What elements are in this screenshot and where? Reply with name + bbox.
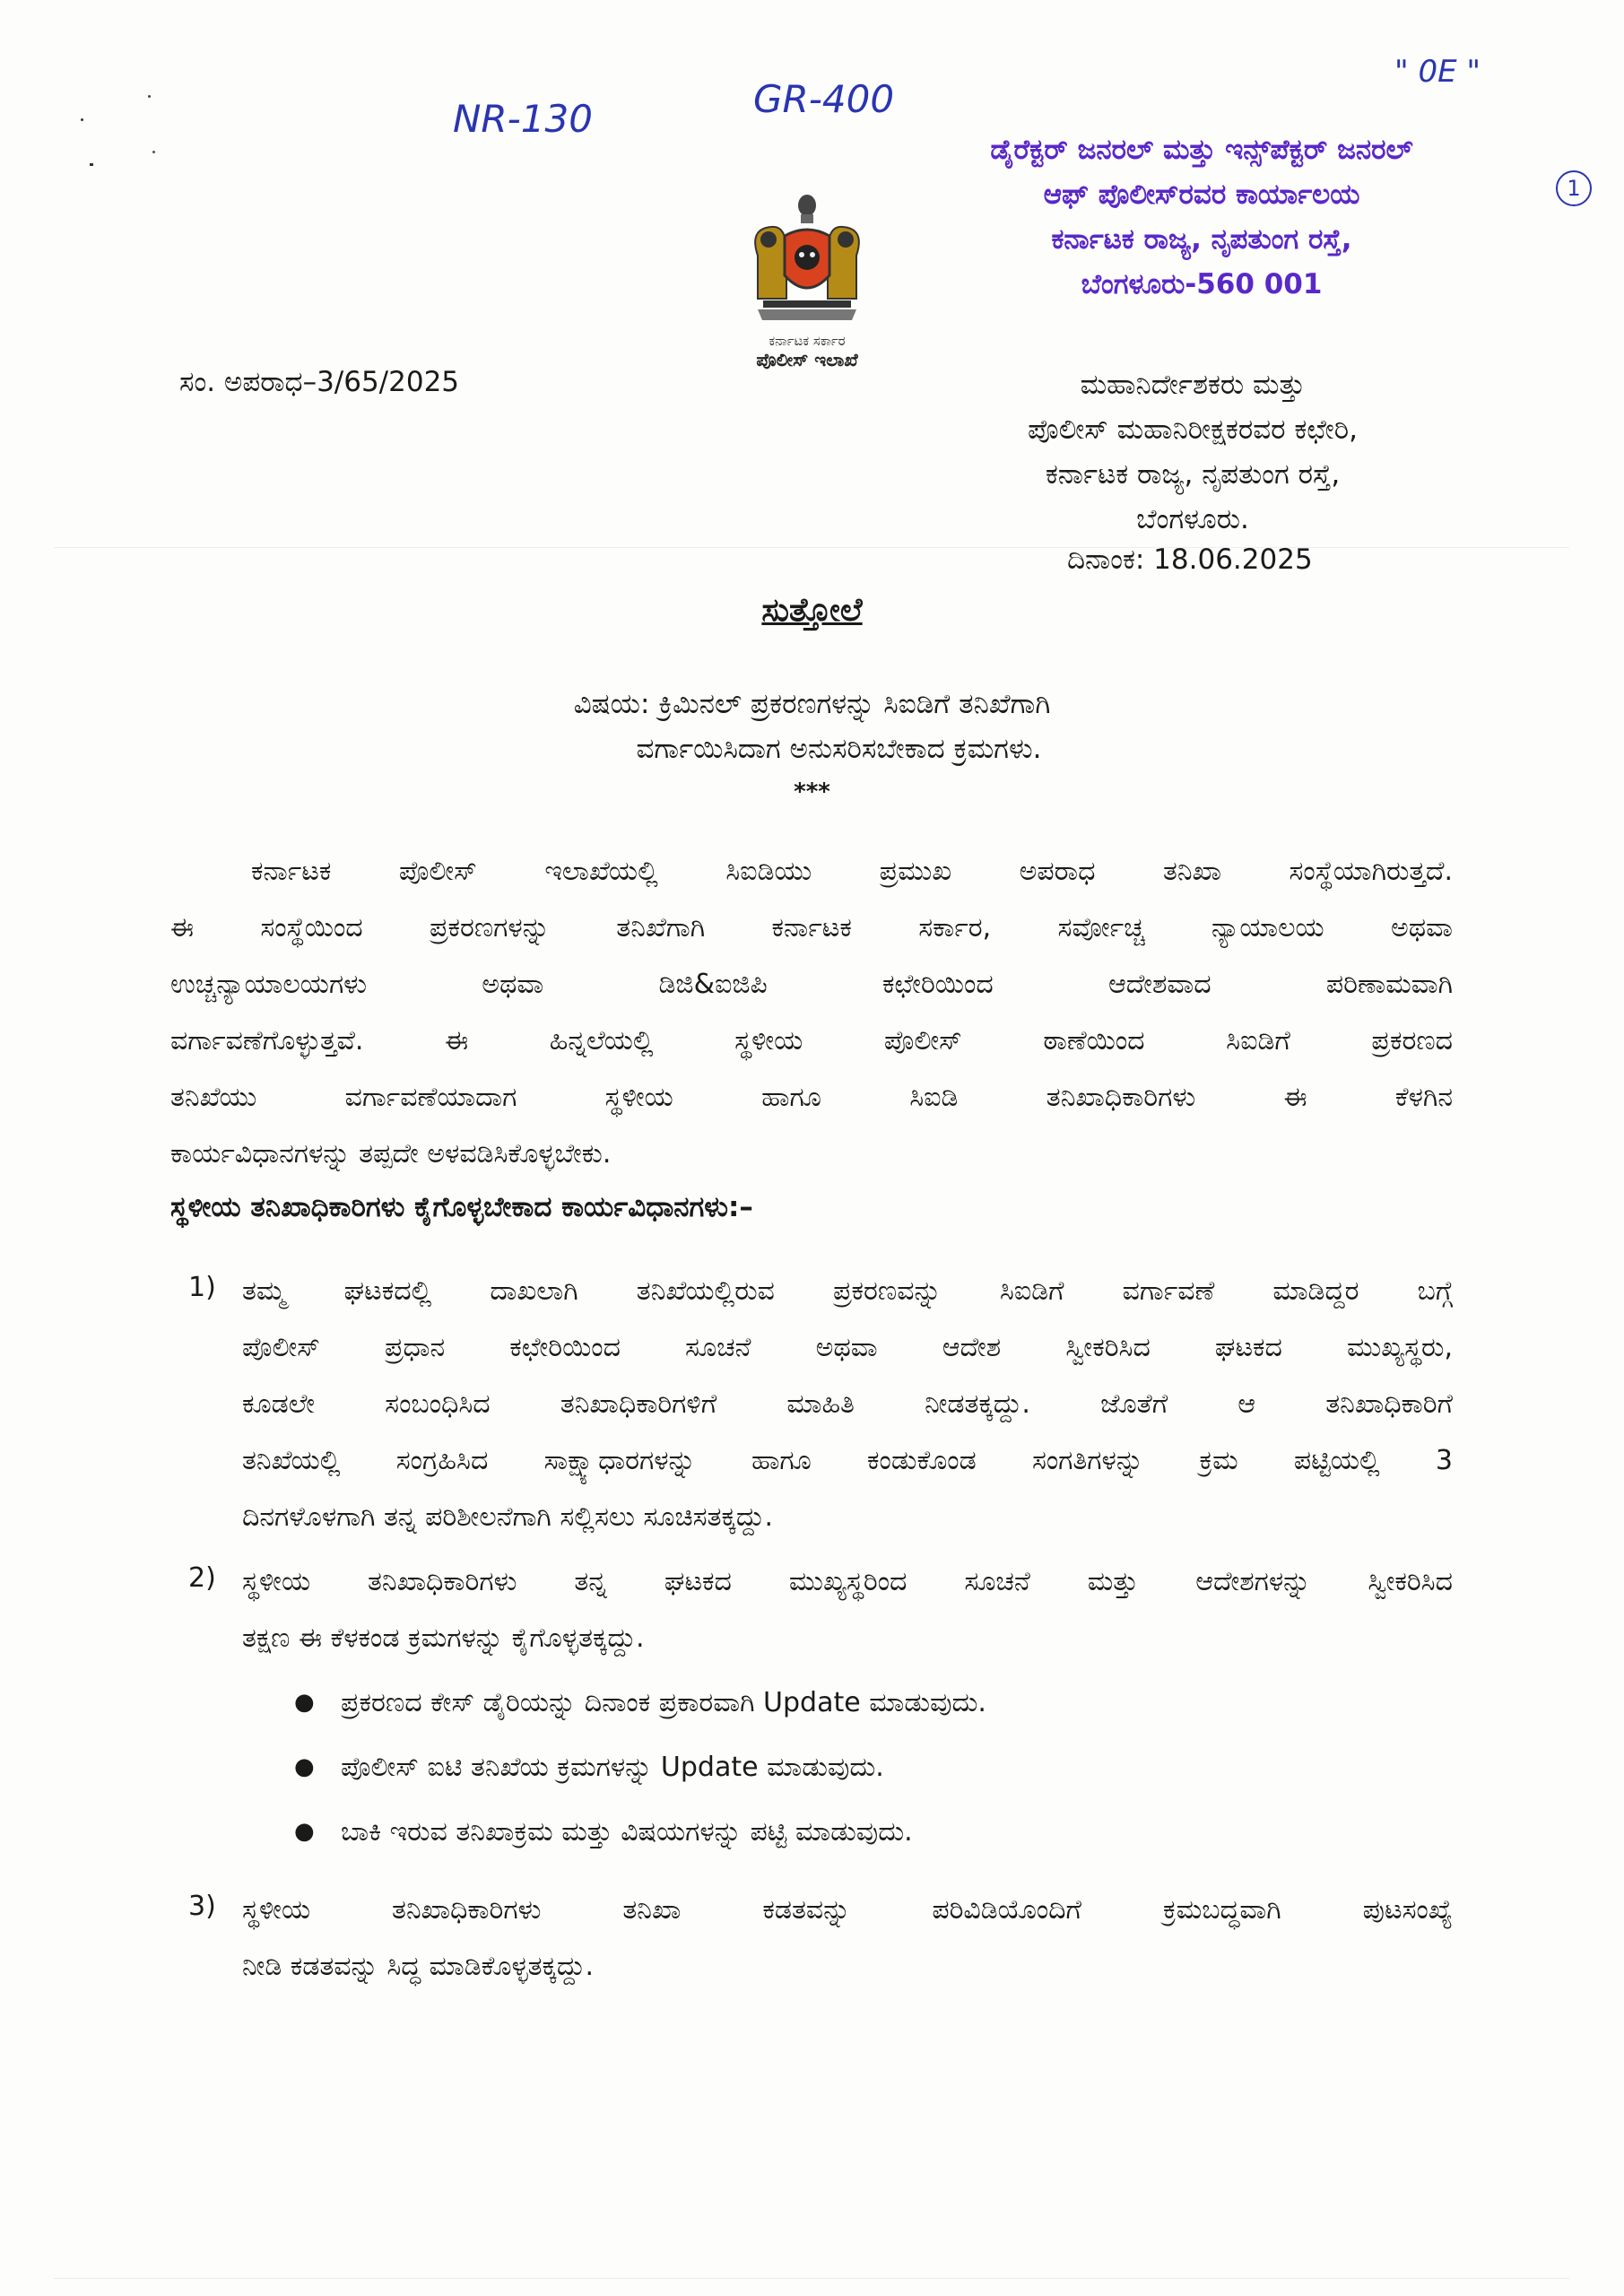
- scan-line: [54, 2278, 1569, 2279]
- bullet-item: [294, 1670, 1370, 1735]
- stamp-line: ಕರ್ನಾಟಕ ರಾಜ್ಯ, ನೃಪತುಂಗ ರಸ್ತೆ,: [1051, 223, 1352, 256]
- office-stamp: [924, 127, 1480, 307]
- emblem-caption-top: ಕರ್ನಾಟಕ ಸರ್ಕಾರ: [769, 333, 846, 349]
- bullet-item: [294, 1799, 1370, 1864]
- item-line: ತಕ್ಷಣ ಈ ಕೆಳಕಂಡ ಕ್ರಮಗಳನ್ನು ಕೈಗೊಳ್ಳತಕ್ಕದ್ದು.: [242, 1622, 645, 1654]
- bullet-list: [294, 1670, 1370, 1864]
- scan-speck: [81, 118, 83, 121]
- bullet-item: [294, 1735, 1370, 1799]
- address-line: ಮಹಾನಿರ್ದೇಶಕರು ಮತ್ತು: [1080, 369, 1306, 401]
- bullet-text: ಬಾಕಿ ಇರುವ ತನಿಖಾಕ್ರಮ ಮತ್ತು ವಿಷಯಗಳನ್ನು ಪಟ್ಟಿ ಮಾಡುವುದು.: [341, 1815, 913, 1848]
- item-1-text: [242, 1263, 1453, 1545]
- page-number-mark: 1: [1556, 170, 1592, 206]
- separator-stars: ***: [794, 778, 830, 805]
- stamp-line: ಡೈರೆಕ್ಟರ್ ಜನರಲ್ ಮತ್ತು ಇನ್ಸ್‌ಪೆಕ್ಟರ್ ಜನರಲ್: [990, 134, 1413, 166]
- item-line: ಕೂಡಲೇ ಸಂಬಂಧಿಸಿದ ತನಿಖಾಧಿಕಾರಿಗಳಿಗೆ ಮಾಹಿತಿ ನೀಡತಕ್ಕದ್ದು. ಜೊತೆಗೆ ಆ ತನಿಖಾಧಿಕಾರಿಗೆ: [242, 1388, 1453, 1420]
- intro-line: ಕರ್ನಾಟಕ ಪೊಲೀಸ್ ಇಲಾಖೆಯಲ್ಲಿ ಸಿಐಡಿಯು ಪ್ರಮುಖ ಅಪರಾಧ ತನಿಖಾ ಸಂಸ್ಥೆಯಾಗಿರುತ್ತದೆ.: [251, 856, 1453, 887]
- stamp-line: ಬೆಂಗಳೂರು-560 001: [1081, 268, 1323, 300]
- item-line: ನೀಡಿ ಕಡತವನ್ನು ಸಿದ್ಧ ಮಾಡಿಕೊಳ್ಳತಕ್ಕದ್ದು.: [242, 1951, 595, 1982]
- address-line: ಬೆಂಗಳೂರು.: [1136, 503, 1249, 535]
- reference-number: ಸಂ. ಅಪರಾಧ–3/65/2025: [179, 366, 460, 398]
- intro-paragraph: [170, 843, 1453, 1182]
- scan-line: [54, 547, 1569, 548]
- bullet-text: ಪೊಲೀಸ್ ಐಟಿ ತನಿಖೆಯ ಕ್ರಮಗಳನ್ನು Update ಮಾಡುವುದು.: [341, 1751, 884, 1783]
- circular-title-wrap: [0, 592, 1624, 630]
- item-number: 1): [188, 1272, 216, 1303]
- item-line: ಸ್ಥಳೀಯ ತನಿಖಾಧಿಕಾರಿಗಳು ತನಿಖಾ ಕಡತವನ್ನು ಪರಿವಿಡಿಯೊಂದಿಗೆ ಕ್ರಮಬದ್ಧವಾಗಿ ಪುಟಸಂಖ್ಯೆ: [242, 1894, 1453, 1926]
- date-line: ದಿನಾಂಕ: 18.06.2025: [1067, 544, 1313, 576]
- subject-line: ವರ್ಗಾಯಿಸಿದಾಗ ಅನುಸರಿಸಬೇಕಾದ ಕ್ರಮಗಳು.: [636, 733, 1042, 765]
- item-number: 3): [188, 1891, 216, 1922]
- item-line: ಸ್ಥಳೀಯ ತನಿಖಾಧಿಕಾರಿಗಳು ತನ್ನ ಘಟಕದ ಮುಖ್ಯಸ್ಥರಿಂದ ಸೂಚನೆ ಮತ್ತು ಆದೇಶಗಳನ್ನು ಸ್ವೀಕರಿಸಿದ: [242, 1566, 1453, 1597]
- address-line: ಕರ್ನಾಟಕ ರಾಜ್ಯ, ನೃಪತುಂಗ ರಸ್ತೆ,: [1045, 458, 1341, 491]
- bullet-text: ಪ್ರಕರಣದ ಕೇಸ್ ಡೈರಿಯನ್ನು ದಿನಾಂಕ ಪ್ರಕಾರವಾಗಿ Update ಮಾಡುವುದು.: [341, 1686, 986, 1718]
- intro-line: ಈ ಸಂಸ್ಥೆಯಿಂದ ಪ್ರಕರಣಗಳನ್ನು ತನಿಖೆಗಾಗಿ ಕರ್ನಾಟಕ ಸರ್ಕಾರ, ಸರ್ವೋಚ್ಚ ನ್ಯಾಯಾಲಯ ಅಥವಾ: [170, 912, 1453, 944]
- circular-title: ಸುತ್ತೋಲೆ: [761, 592, 863, 629]
- item-3-text: [242, 1882, 1453, 1995]
- item-line: ತಮ್ಮ ಘಟಕದಲ್ಲಿ ದಾಖಲಾಗಿ ತನಿಖೆಯಲ್ಲಿರುವ ಪ್ರಕರಣವನ್ನು ಸಿಐಡಿಗೆ ವರ್ಗಾವಣೆ ಮಾಡಿದ್ದರ ಬಗ್ಗೆ: [242, 1275, 1453, 1307]
- emblem-icon: [722, 193, 892, 327]
- item-line: ತನಿಖೆಯಲ್ಲಿ ಸಂಗ್ರಹಿಸಿದ ಸಾಕ್ಷ್ಯಾಧಾರಗಳನ್ನು ಹಾಗೂ ಕಂಡುಕೊಂಡ ಸಂಗತಿಗಳನ್ನು ಕ್ರಮ ಪಟ್ಟಿಯಲ್ಲಿ 3: [242, 1445, 1453, 1476]
- subject-block: [0, 682, 1624, 771]
- bullet-icon: ●: [294, 1818, 315, 1845]
- subject-line: ವಿಷಯ: ಕ್ರಿಮಿನಲ್ ಪ್ರಕರಣಗಳನ್ನು ಸಿಐಡಿಗೆ ತನಿಖೆಗಾಗಿ: [573, 688, 1051, 720]
- intro-line: ತನಿಖೆಯು ವರ್ಗಾವಣೆಯಾದಾಗ ಸ್ಥಳೀಯ ಹಾಗೂ ಸಿಐಡಿ ತನಿಖಾಧಿಕಾರಿಗಳು ಈ ಕೆಳಗಿನ: [170, 1082, 1453, 1113]
- handwritten-note-gr: GR-400: [753, 77, 895, 121]
- bullet-icon: ●: [294, 1689, 315, 1716]
- stamp-line: ಆಫ್ ಪೊಲೀಸ್‌ರವರ ಕಾರ್ಯಾಲಯ: [1043, 178, 1360, 211]
- section-heading: ಸ್ಥಳೀಯ ತನಿಖಾಧಿಕಾರಿಗಳು ಕೈಗೊಳ್ಳಬೇಕಾದ ಕಾರ್ಯವಿಧಾನಗಳು:–: [170, 1191, 753, 1223]
- item-line: ಪೊಲೀಸ್ ಪ್ರಧಾನ ಕಛೇರಿಯಿಂದ ಸೂಚನೆ ಅಥವಾ ಆದೇಶ ಸ್ವೀಕರಿಸಿದ ಘಟಕದ ಮುಖ್ಯಸ್ಥರು,: [242, 1332, 1453, 1363]
- scan-speck: [90, 163, 93, 166]
- item-number: 2): [188, 1562, 216, 1594]
- emblem-caption-bottom: ಪೊಲೀಸ್ ಇಲಾಖೆ: [756, 349, 858, 370]
- bullet-icon: ●: [294, 1753, 315, 1780]
- intro-line: ಕಾರ್ಯವಿಧಾನಗಳನ್ನು ತಪ್ಪದೇ ಅಳವಡಿಸಿಕೊಳ್ಳಬೇಕು.: [170, 1138, 612, 1170]
- address-line: ಪೊಲೀಸ್ ಮಹಾನಿರೀಕ್ಷಕರವರ ಕಛೇರಿ,: [1028, 413, 1358, 446]
- handwritten-note-nr: NR-130: [453, 97, 593, 141]
- karnataka-emblem: [722, 193, 892, 370]
- item-line: ದಿನಗಳೊಳಗಾಗಿ ತನ್ನ ಪರಿಶೀಲನೆಗಾಗಿ ಸಲ್ಲಿಸಲು ಸೂಚಿಸತಕ್ಕದ್ದು.: [242, 1501, 774, 1533]
- intro-line: ಉಚ್ಚನ್ಯಾಯಾಲಯಗಳು ಅಥವಾ ಡಿಜಿ&ಐಜಿಪಿ ಕಛೇರಿಯಿಂದ ಆದೇಶವಾದ ಪರಿಣಾಮವಾಗಿ: [170, 969, 1453, 1000]
- item-2-text: [242, 1553, 1453, 1666]
- scan-speck: [148, 95, 151, 98]
- handwritten-note-oe: " 0E ": [1394, 54, 1481, 90]
- intro-line: ವರ್ಗಾವಣೆಗೊಳ್ಳುತ್ತವೆ. ಈ ಹಿನ್ನಲೆಯಲ್ಲಿ ಸ್ಥಳೀಯ ಪೊಲೀಸ್ ಠಾಣೆಯಿಂದ ಸಿಐಡಿಗೆ ಪ್ರಕರಣದ: [170, 1025, 1453, 1057]
- scan-speck: [152, 151, 155, 153]
- office-address: [906, 362, 1480, 542]
